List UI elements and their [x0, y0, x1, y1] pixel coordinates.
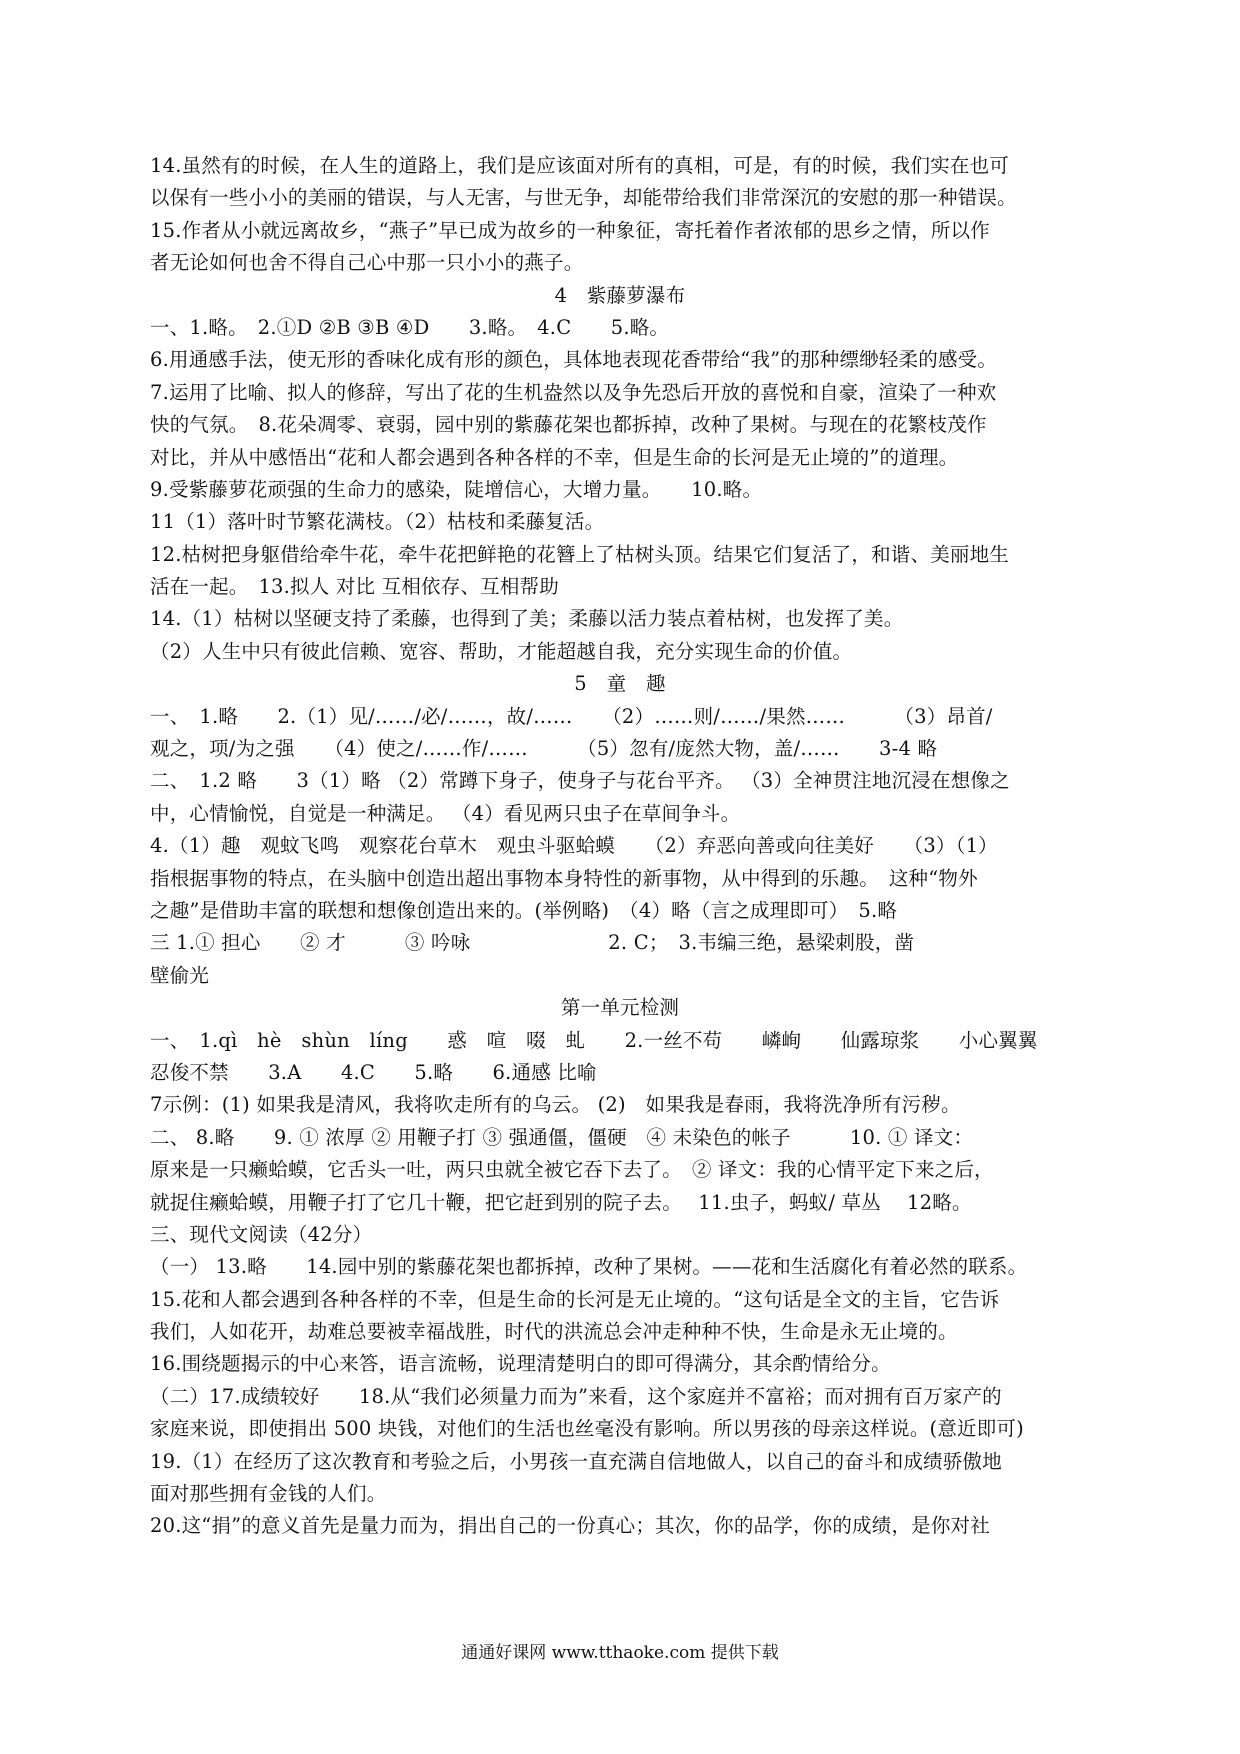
text-line: 7.运用了比喻、拟人的修辞，写出了花的生机盎然以及争先恐后开放的喜悦和自豪，渲染了一种欢	[150, 380, 997, 404]
text-line: 16.围绕题揭示的中心来答，语言流畅，说理清楚明白的即可得满分，其余酌情给分。	[150, 1352, 891, 1376]
text-line: 指根据事物的特点，在头脑中创造出超出事物本身特性的新事物，从中得到的乐趣。 这种“物外	[150, 866, 978, 890]
text-line: 三、现代文阅读（42分）	[150, 1222, 373, 1246]
text-line: （2）人生中只有彼此信赖、宽容、帮助，才能超越自我，充分实现生命的价值。	[150, 639, 853, 663]
text-line: （一） 13.略 14.园中别的紫藤花架也都拆掉，改种了果树。——花和生活腐化有着必然的联系。	[150, 1255, 1028, 1279]
section-heading: 5 童 趣	[574, 672, 666, 696]
text-line: 4.（1）趣 观蚊飞鸣 观察花台草木 观虫斗驱蛤蟆 （2）弃恶向善或向往美好 （3）（1）	[150, 834, 998, 858]
text-line: 二、 1.2 略 3（1）略 （2）常蹲下身子，使身子与花台平齐。 （3）全神贯注地沉浸在想像之	[150, 769, 1010, 793]
text-line: 家庭来说，即使捐出 500 块钱，对他们的生活也丝毫没有影响。所以男孩的母亲这样说。(意近即可)	[150, 1417, 1024, 1441]
text-line: 20.这“捐”的意义首先是量力而为，捐出自己的一份真心；其次，你的品学，你的成绩，是你对社	[150, 1514, 990, 1538]
text-line: 快的气氛。 8.花朵凋零、衰弱，园中别的紫藤花架也都拆掉，改种了果树。与现在的花繁枝茂作	[150, 413, 987, 437]
text-line: 者无论如何也舍不得自己心中那一只小小的燕子。	[150, 251, 584, 275]
text-line: 12.枯树把身躯借给牵牛花，牵牛花把鲜艳的花簪上了枯树头顶。结果它们复活了，和谐、美丽地生	[150, 542, 1010, 566]
text-line: 就捉住癞蛤蟆，用鞭子打了它几十鞭，把它赶到别的院子去。 11.虫子，蚂蚁/ 草丛 12略。	[150, 1190, 972, 1214]
section-heading: 4 紫藤萝瀑布	[554, 283, 686, 307]
text-line: 观之，项/为之强 （4）使之/……作/…… （5）忽有/庞然大物，盖/…… 3-4 略	[150, 737, 938, 761]
text-line: 之趣”是借助丰富的联想和想像创造出来的。(举例略) （4）略（言之成理即可） 5.略	[150, 898, 898, 922]
text-line: （二）17.成绩较好 18.从“我们必须量力而为”来看，这个家庭并不富裕；而对拥有百万家产的	[150, 1384, 1002, 1408]
text-line: 15.花和人都会遇到各种各样的不幸，但是生命的长河是无止境的。“这句话是全文的主旨，它告诉	[150, 1287, 1000, 1311]
text-line: 19.（1）在经历了这次教育和考验之后，小男孩一直充满自信地做人，以自己的奋斗和成绩骄傲地	[150, 1449, 1002, 1473]
text-line: 14.虽然有的时候，在人生的道路上，我们是应该面对所有的真相，可是，有的时候，我们实在也可	[150, 154, 1010, 177]
text-line: 对比，并从中感悟出“花和人都会遇到各种各样的不幸，但是生命的长河是无止境的”的道理。	[150, 445, 959, 469]
text-line: 我们，人如花开，劫难总要被幸福战胜，时代的洪流总会冲走种种不快，生命是永无止境的。	[150, 1320, 958, 1344]
section-heading: 第一单元检测	[560, 996, 680, 1020]
text-line: 一、 1.略 2.（1）见/……/必/……，故/…… （2）……则/……/果然…… （3）昂首/	[150, 704, 993, 728]
text-line: 9.受紫藤萝花顽强的生命力的感染，陡增信心，大增力量。 10.略。	[150, 477, 763, 501]
answer-text-body	[150, 150, 1090, 1543]
text-line: 三 1.① 担心 ② 才 ③ 吟咏 2. C； 3.韦编三绝，悬梁刺股，凿	[150, 931, 915, 955]
text-line: 7示例：(1) 如果我是清风，我将吹走所有的乌云。 (2) 如果我是春雨，我将洗净所有污秽。	[150, 1093, 961, 1117]
text-line: 中，心情愉悦，自觉是一种满足。 （4）看见两只虫子在草间争斗。	[150, 801, 741, 825]
text-line: 一、 1.qì hè shùn líng 惑 喧 啜 虬 2.一丝不苟 嶙峋 仙露琼浆 小心翼翼	[150, 1028, 1038, 1052]
text-line: 面对那些拥有金钱的人们。	[150, 1482, 387, 1506]
text-line: 二、 8.略 9. ① 浓厚 ② 用鞭子打 ③ 强通僵，僵硬 ④ 未染色的帐子 10. ① 译文：	[150, 1125, 974, 1149]
page-footer: 通通好课网 www.tthaoke.com 提供下载	[461, 1643, 779, 1663]
text-line: 忍俊不禁 3.A 4.C 5.略 6.通感 比喻	[150, 1060, 597, 1084]
text-line: 原来是一只癞蛤蟆，它舌头一吐，两只虫就全被它吞下去了。 ② 译文：我的心情平定下来之后，	[150, 1158, 994, 1182]
text-line: 壁偷光	[150, 963, 210, 987]
text-line: 一、1.略。 2.①D ②B ③B ④D 3.略。 4.C 5.略。	[150, 315, 670, 339]
text-line: 以保有一些小小的美丽的错误，与人无害，与世无争，却能带给我们非常深沉的安慰的那一种错误。	[150, 186, 1017, 210]
text-line: 6.用通感手法，使无形的香味化成有形的颜色，具体地表现花香带给“我”的那种缥缈轻柔的感受。	[150, 348, 998, 372]
text-line: 14.（1）枯树以坚硬支持了柔藤，也得到了美；柔藤以活力装点着枯树，也发挥了美。	[150, 607, 904, 631]
text-line: 活在一起。 13.拟人 对比 互相依存、互相帮助	[150, 575, 559, 599]
text-line: 11（1）落叶时节繁花满枝。（2）枯枝和柔藤复活。	[150, 510, 605, 534]
text-line: 15.作者从小就远离故乡，“燕子”早已成为故乡的一种象征，寄托着作者浓郁的思乡之情，所以作	[150, 218, 990, 242]
